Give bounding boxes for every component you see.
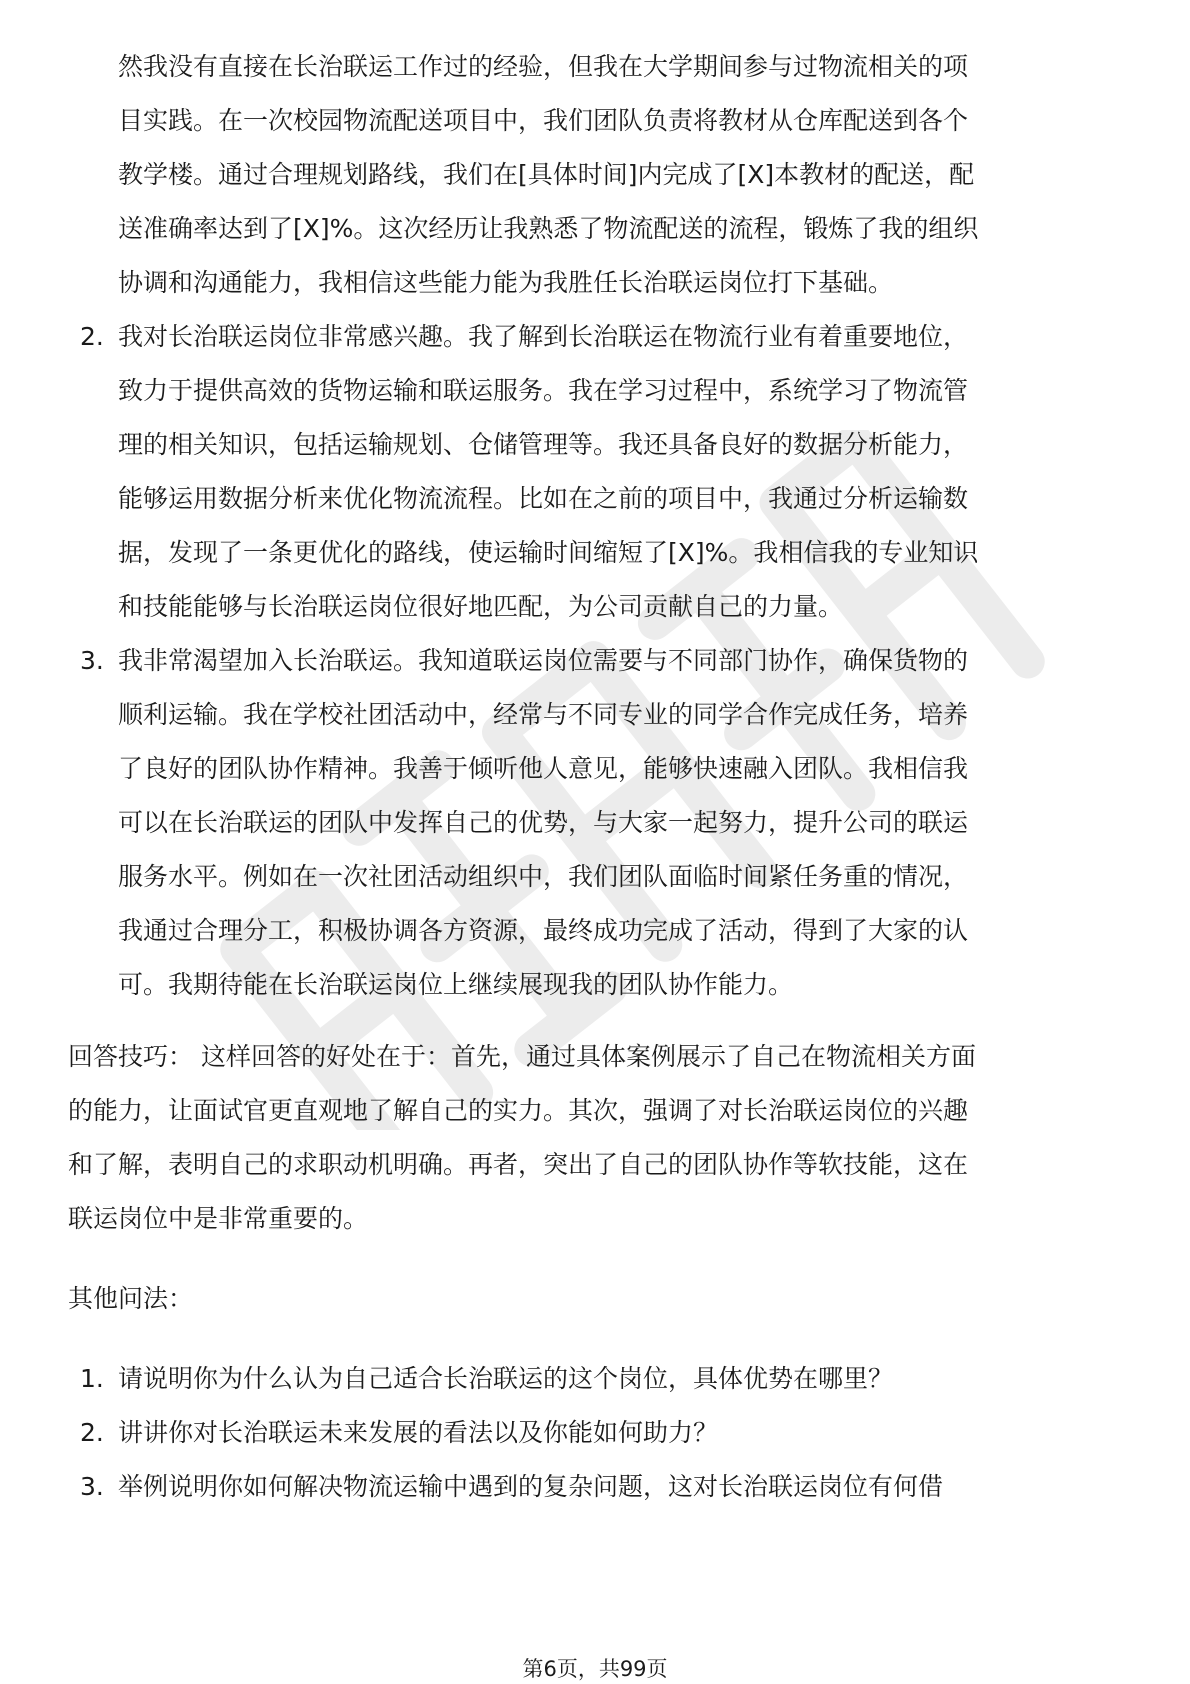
text-line: 教学楼。通过合理规划路线，我们在[具体时间]内完成了[X]本教材的配送，配 [118, 160, 975, 189]
list-number: 2. [80, 1418, 104, 1447]
list-number: 2. [80, 322, 104, 351]
text-line: 和技能能够与长治联运岗位很好地匹配，为公司贡献自己的力量。 [118, 592, 844, 621]
text-line: 服务水平。例如在一次社团活动组织中，我们团队面临时间紧任务重的情况， [118, 862, 969, 891]
text-line: 请说明你为什么认为自己适合长治联运的这个岗位，具体优势在哪里？ [118, 1364, 894, 1393]
text-line: 的能力，让面试官更直观地了解自己的实力。其次，强调了对长治联运岗位的兴趣 [68, 1096, 969, 1125]
text-line: 理的相关知识，包括运输规划、仓储管理等。我还具备良好的数据分析能力， [118, 430, 969, 459]
text-line: 讲讲你对长治联运未来发展的看法以及你能如何助力？ [118, 1418, 719, 1447]
page-footer: 第6页，共99页 [522, 1657, 668, 1681]
text-line: 能够运用数据分析来优化物流流程。比如在之前的项目中，我通过分析运输数 [118, 484, 969, 513]
section-heading: 其他问法： [68, 1284, 194, 1313]
text-line: 我通过合理分工，积极协调各方资源，最终成功完成了活动，得到了大家的认 [118, 916, 969, 945]
text-line: 协调和沟通能力，我相信这些能力能为我胜任长治联运岗位打下基础。 [118, 268, 894, 297]
text-line: 可以在长治联运的团队中发挥自己的优势，与大家一起努力，提升公司的联运 [118, 808, 969, 837]
text-line: 举例说明你如何解决物流运输中遇到的复杂问题，这对长治联运岗位有何借 [118, 1472, 944, 1501]
text-line: 顺利运输。我在学校社团活动中，经常与不同专业的同学合作完成任务，培养 [118, 700, 969, 729]
text-line: 联运岗位中是非常重要的。 [68, 1204, 369, 1233]
text-line: 了良好的团队协作精神。我善于倾听他人意见，能够快速融入团队。我相信我 [118, 754, 969, 783]
list-number: 3. [80, 646, 104, 675]
text-line: 我非常渴望加入长治联运。我知道联运岗位需要与不同部门协作，确保货物的 [118, 646, 969, 675]
text-line: 致力于提供高效的货物运输和联运服务。我在学习过程中，系统学习了物流管 [118, 376, 969, 405]
text-line: 送准确率达到了[X]%。这次经历让我熟悉了物流配送的流程，锻炼了我的组织 [118, 214, 979, 243]
text-line: 我对长治联运岗位非常感兴趣。我了解到长治联运在物流行业有着重要地位， [118, 322, 969, 351]
text-line: 和了解，表明自己的求职动机明确。再者，突出了自己的团队协作等软技能，这在 [68, 1150, 969, 1179]
text-line: 回答技巧： 这样回答的好处在于：首先，通过具体案例展示了自己在物流相关方面 [68, 1042, 976, 1071]
text-line: 目实践。在一次校园物流配送项目中，我们团队负责将教材从仓库配送到各个 [118, 106, 969, 135]
text-line: 可。我期待能在长治联运岗位上继续展现我的团队协作能力。 [118, 970, 794, 999]
text-line: 然我没有直接在长治联运工作过的经验，但我在大学期间参与过物流相关的项 [118, 52, 969, 81]
text-line: 据，发现了一条更优化的路线，使运输时间缩短了[X]%。我相信我的专业知识 [118, 538, 979, 567]
list-number: 1. [80, 1364, 104, 1393]
list-number: 3. [80, 1472, 104, 1501]
